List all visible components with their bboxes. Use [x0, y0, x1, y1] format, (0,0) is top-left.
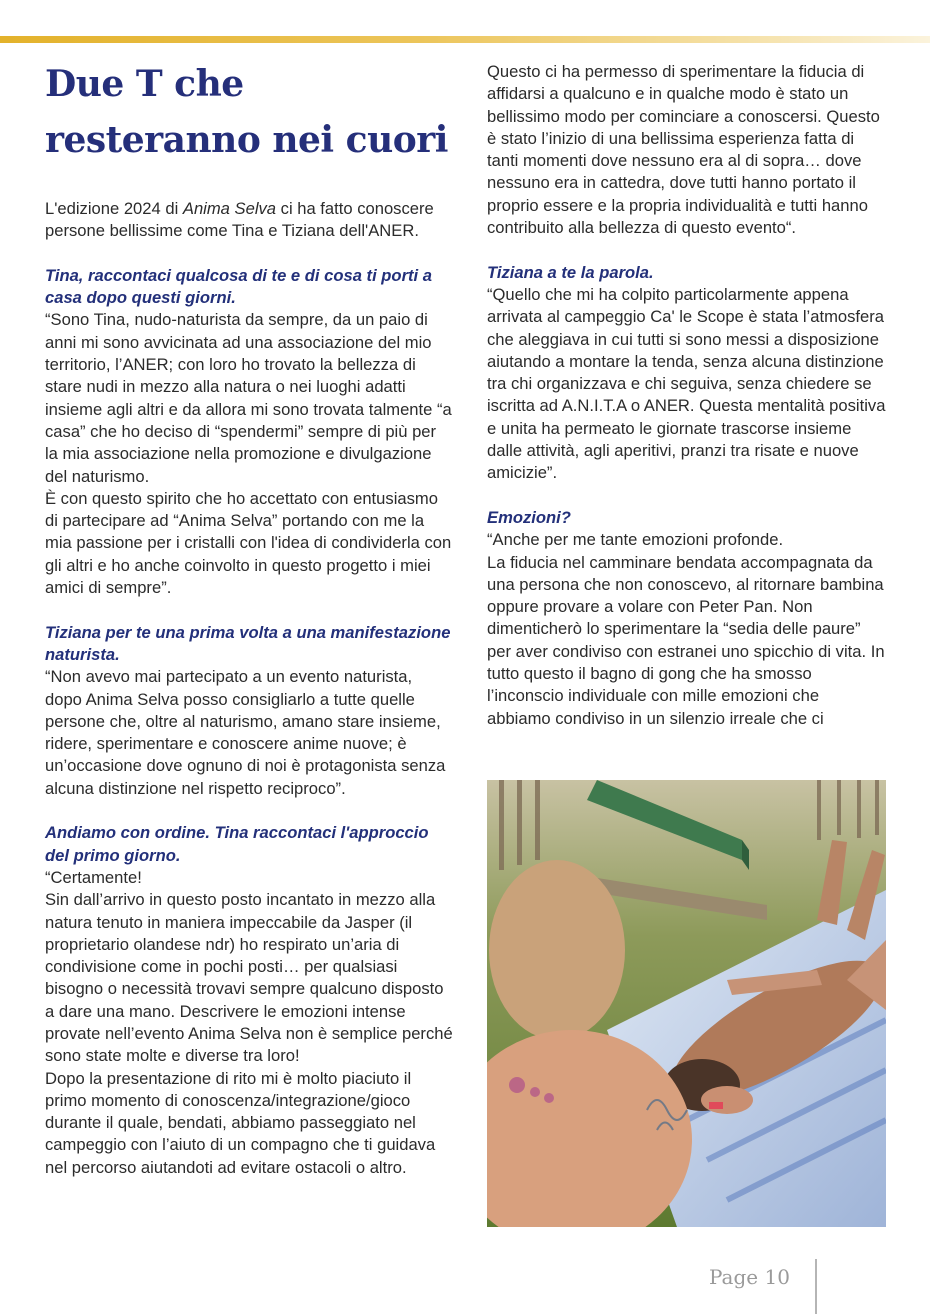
question-2: Tiziana per te una prima volta a una manifestazione naturista. — [45, 622, 451, 664]
answer-3-paragraph-1: “Certamente! — [45, 867, 142, 887]
event-photo-illustration — [487, 780, 886, 1227]
answer-3-paragraph-3: Dopo la presentazione di rito mi è molto piaciuto il primo momento di conoscenza/integrazione/gioco durante il quale, bendati, abbiamo passeggiato nel campeggio con l’aiuto di un compagno che ti guidava nel percorso aiutandoti ad evitare ostacoli o altro. — [45, 1068, 436, 1177]
question-4: Tiziana a te la parola. — [487, 262, 654, 282]
question-3: Andiamo con ordine. Tina raccontaci l'approccio del primo giorno. — [45, 823, 429, 865]
right-column — [487, 61, 887, 730]
footer-divider — [815, 1259, 817, 1314]
answer-2: “Non avevo mai partecipato a un evento naturista, dopo Anima Selva posso consigliarlo a tutte quelle persone che, oltre al naturismo, amano stare insieme, ridere, sperimentare e conoscere anime nuove; è un’occasione dove ognuno di noi è protagonista senza alcuna distinzione nel rispetto reciproco”. — [45, 667, 446, 798]
intro-paragraph — [45, 198, 453, 243]
event-photo — [487, 780, 886, 1227]
continued-paragraph: Questo ci ha permesso di sperimentare la fiducia di affidarsi a qualcuno e in qualche modo è stato un bellissimo modo per cominciare a conoscersi. Questo è stato l’inizio di una bellissima esperienza fatta di tanti momenti dove nessuno era al di sopra… dove nessuno era in cattedra, dove tutti hanno portato il proprio essere e la propria individualità e tutti hanno contribuito alla bellezza di questo evento“. — [487, 62, 880, 238]
page-number: Page 10 — [709, 1265, 790, 1289]
answer-1-paragraph-1: “Sono Tina, nudo-naturista da sempre, da un paio di anni mi sono avvicinata ad una associazione del mio territorio, l’ANER; con loro ho trovato la bellezza di stare nudi in mezzo alla natura o nei luoghi adatti insieme agli altri e da allora mi sono trovata talmente “a casa” che ho deciso di “spendermi” sempre di più per la mia associazione nella promozione e divulgazione del naturismo. — [45, 310, 452, 486]
intro-text-after: ci ha fatto conoscere persone bellissime come Tina e Tiziana dell'ANER. — [45, 199, 434, 241]
question-1: Tina, raccontaci qualcosa di te e di cosa ti porti a casa dopo questi giorni. — [45, 265, 432, 308]
answer-3-paragraph-2: Sin dall’arrivo in questo posto incantato in mezzo alla natura tenuto in maniera impeccabile da Jasper (il proprietario olandese ndr) ho respirato un’aria di condivisione come in pochi posti… per qualsiasi bisogno o necessità trovavi sempre qualcuno disposto a dare una mano. Descrivere le emozioni intense provate nell’evento Anima Selva non è semplice perché sono state molte e diverse tra loro! — [45, 890, 453, 1066]
answer-5-paragraph-2: La fiducia nel camminare bendata accompagnata da una persona che non conoscevo, al ritornare bambina oppure provare a volare con Peter Pan. Non dimenticherò lo sperimentare la “sedia delle paure” per aver condiviso con estranei uno spicchio di vita. In tutto questo il bagno di gong che ha smosso l’inconscio individuale con mille emozioni che abbiamo condiviso in un silenzio irreale che ci — [487, 552, 885, 728]
question-5: Emozioni? — [487, 507, 571, 527]
article-title: Due T che resteranno nei cuori — [45, 63, 448, 161]
top-accent-rule — [0, 36, 930, 43]
left-column — [45, 198, 453, 1179]
intro-event-name: Anima Selva — [182, 199, 277, 218]
answer-5-paragraph-1: “Anche per me tante emozioni profonde. — [487, 530, 784, 550]
answer-1-paragraph-2: È con questo spirito che ho accettato con entusiasmo di partecipare ad “Anima Selva” portando con me la mia passione per i cristalli con l'idea di condividerla con gli altri e ho anche coinvolto in questo progetto i miei amici di sempre”. — [45, 488, 452, 598]
intro-text-before: L'edizione 2024 di — [45, 199, 183, 218]
answer-4: “Quello che mi ha colpito particolarmente appena arrivata al campeggio Ca' le Scope è stata l’atmosfera che aleggiava in cui tutti si sono messi a disposizione aiutando a montare la tenda, senza alcuna distinzione tra chi organizzava e chi seguiva, senza chiedere se iscritta ad A.N.I.T.A o ANER. Questa mentalità positiva e unita ha permeato le giornate trascorse insieme dalle attività, agli aperitivi, pranzi tra risate e nuove amicizie”. — [487, 284, 886, 483]
